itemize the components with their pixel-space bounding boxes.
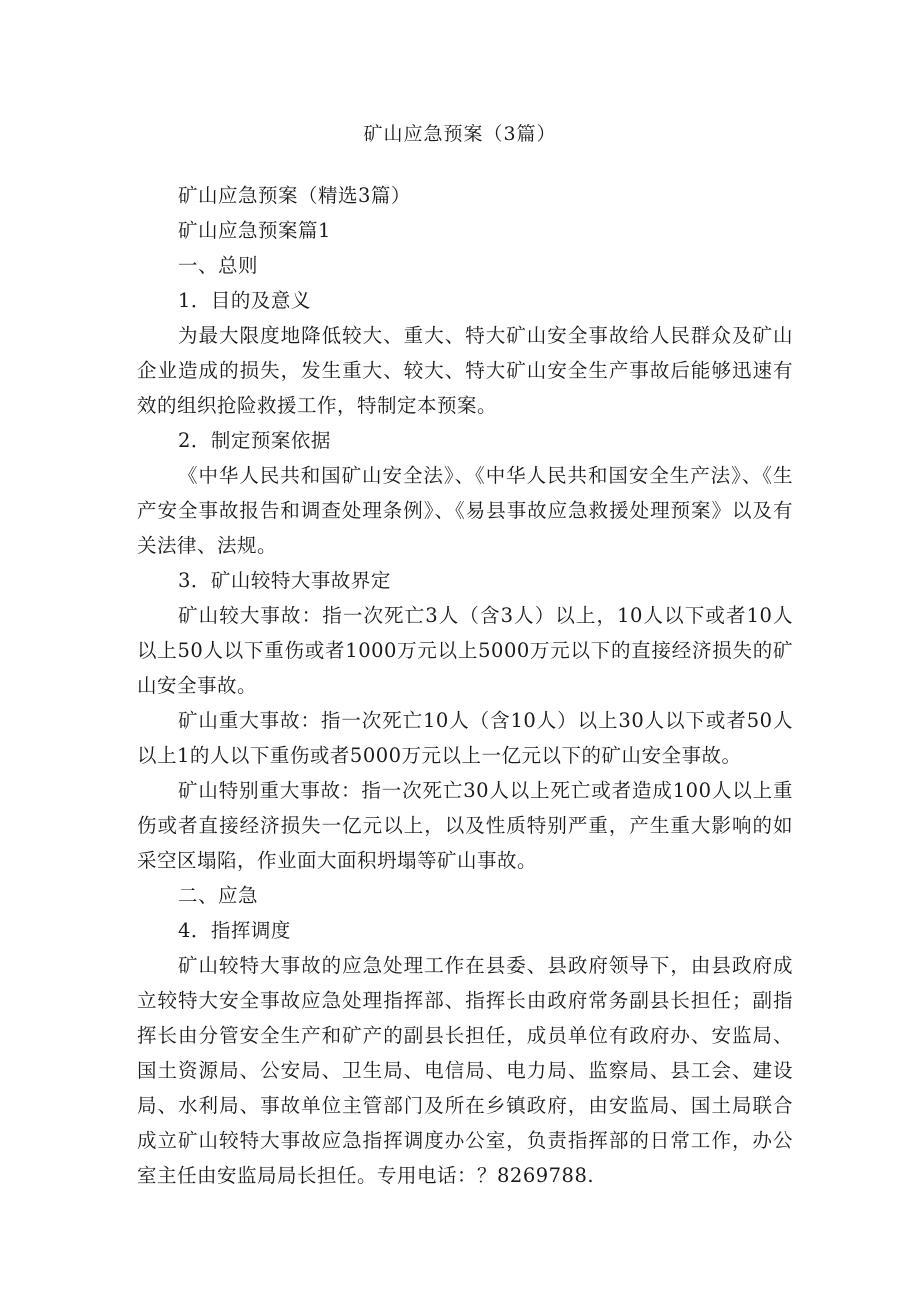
- document-body: [137, 178, 793, 1193]
- chapter-heading-emergency: 二、应急: [178, 884, 259, 907]
- body-paragraph-extraordinary-accident: 矿山特别重大事故：指一次死亡30人以上死亡或者造成100人以上重伤或者直接经济损失一亿元以上，以及性质特别严重，产生重大影响的如采空区塌陷，作业面大面积坍塌等矿山事故。: [137, 779, 793, 872]
- chapter-heading-general: 一、总则: [178, 254, 259, 277]
- body-paragraph-major-accident: 矿山重大事故：指一次死亡10人（含10人）以上30人以下或者50人以上1的人以下重伤或者5000万元以上一亿元以下的矿山安全事故。: [137, 709, 793, 767]
- clause-heading-2: 2．制定预案依据: [178, 429, 331, 452]
- body-paragraph-larger-accident: 矿山较大事故：指一次死亡3人（含3人）以上，10人以下或者10人以上50人以下重伤或者1000万元以上5000万元以下的直接经济损失的矿山安全事故。: [137, 604, 793, 697]
- clause-heading-1: 1．目的及意义: [178, 289, 311, 312]
- body-paragraph-command: 矿山较特大事故的应急处理工作在县委、县政府领导下，由县政府成立较特大安全事故应急处理指挥部、指挥长由政府常务副县长担任；副指挥长由分管安全生产和矿产的副县长担任，成员单位有政府办、安监局、国土资源局、公安局、卫生局、电信局、电力局、监察局、县工会、建设局、水利局、事故单位主管部门及所在乡镇政府，由安监局、国土局联合成立矿山较特大事故应急指挥调度办公室，负责指挥部的日常工作，办公室主任由安监局局长担任。专用电话：？8269788.: [137, 954, 793, 1187]
- clause-heading-3: 3．矿山较特大事故界定: [178, 569, 391, 592]
- clause-heading-4: 4．指挥调度: [178, 919, 291, 942]
- body-paragraph-basis: 《中华人民共和国矿山安全法》、《中华人民共和国安全生产法》、《生产安全事故报告和调查处理条例》、《易县事故应急救援处理预案》以及有关法律、法规。: [137, 464, 793, 557]
- document-title: 矿山应急预案（3篇）: [363, 123, 557, 145]
- body-paragraph-purpose: 为最大限度地降低较大、重大、特大矿山安全事故给人民群众及矿山企业造成的损失，发生重大、较大、特大矿山安全生产事故后能够迅速有效的组织抢险救援工作，特制定本预案。: [137, 324, 793, 417]
- subtitle-paragraph: 矿山应急预案（精选3篇）: [178, 184, 411, 207]
- section-heading-part1: 矿山应急预案篇1: [178, 219, 331, 242]
